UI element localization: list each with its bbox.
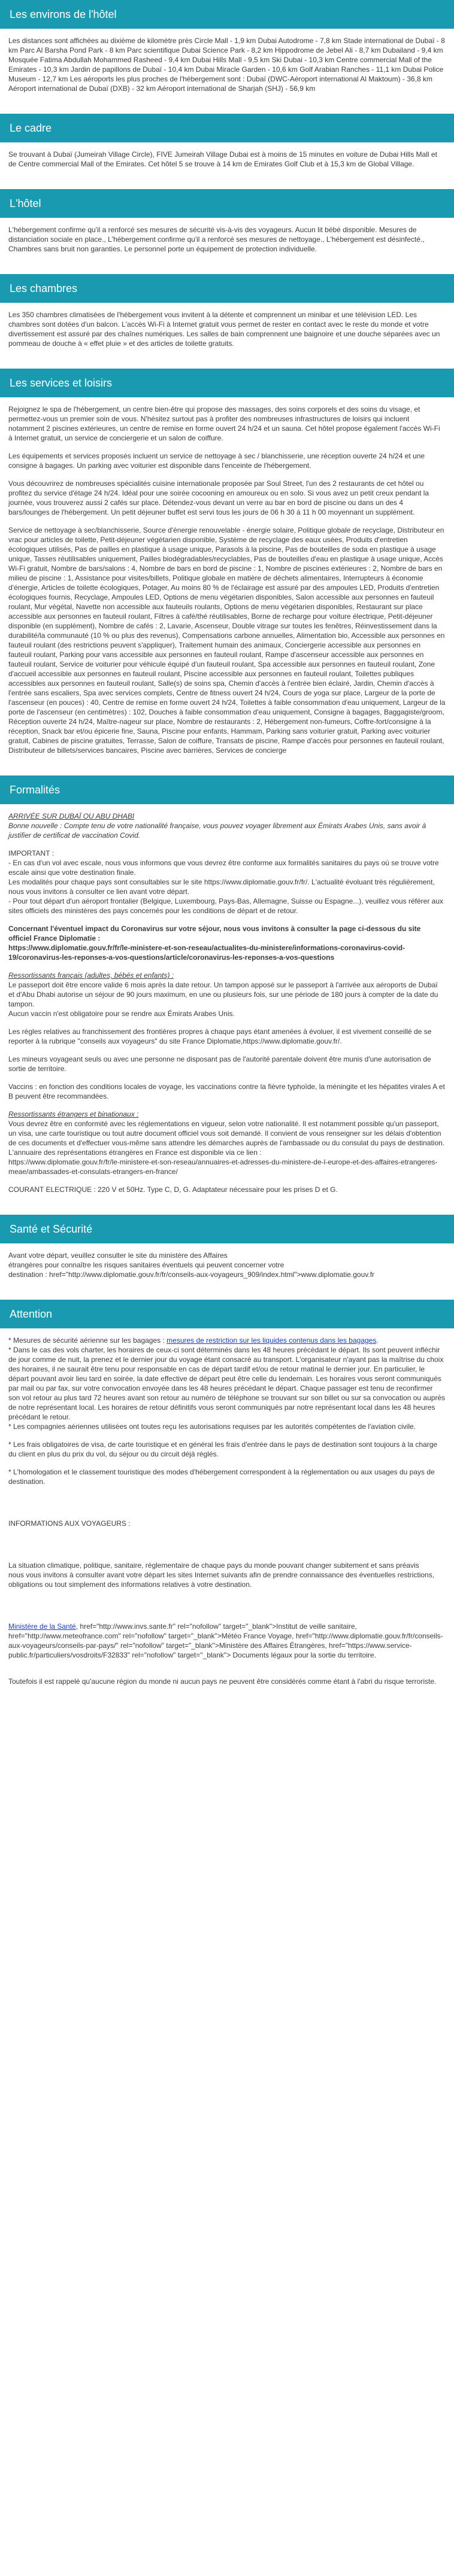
section-title-sante: Santé et Sécurité (0, 1215, 454, 1243)
services-text-3: Vous découvrirez de nombreuses spécialités cuisine internationale proposée par Soul Street, l'un des 2 restaurants de cet hôtel ou profitez du service d'étage 24 h/24. Idéal pour une soirée cocooning en amoureux ou en solo. Si vous avez un petit creux pendant la journée, vous trouverez aussi 2 cafés sur place. Détendez-vous devant un verre au bar en bord de piscine ou dans un des 4 bars/lounges de l'hébergement. Un petit déjeuner buffet est servi tous les jours de 06 h 30 à 11 h 00 moyennant un supplément. (8, 479, 431, 516)
services-text-1: Rejoignez le spa de l'hébergement, un centre bien-être qui propose des massages, des soins corporels et des soins du visage, et permettez-vous un premier soin de vous. N'hésitez surtout pas à profiter des nombreuses infrastructures de loisirs qui incluent notamment 2 piscines extérieures, un centre de remise en forme ouvert 24 h/24 et un sauna. Cet hôtel propose également l'accès Wi-Fi à Internet gratuit, un service de conciergerie et un salon de coiffure. (8, 405, 443, 442)
chambres-text: Les 350 chambres climatisées de l'hébergement vous invitent à la détente et comprennent un minibar et une télévision LED. Les chambres sont dotées d'un balcon. L'accès Wi-Fi à Internet gratuit vous permet de rester en contact avec le reste du monde et votre divertissement est assuré par des chaînes numériques. Les salles de bain comprennent une baignoire et une douche séparées avec un pommeau de douche à « effet pluie » et des articles de toilette gratuits. (8, 311, 442, 348)
section-sante (0, 1215, 454, 1300)
mineurs-text: Les mineurs voyageant seuls ou avec une personne ne disposant pas de l'autorité parentale doivent être munis d'une autorisation de sortie de territoire. (8, 1055, 434, 1073)
attention-text-7: Toutefois il est rappelé qu'aucune région du monde ni aucun pays ne peuvent être considérés comme étant à l'abri du risque terroriste. (8, 1677, 437, 1686)
vaccins-text: Vaccins : en fonction des conditions locales de voyage, les vaccinations contre la fièvre typhoïde, la méningite et les hépatites virales A et B peuvent être recommandées. (8, 1082, 447, 1100)
section-cadre (0, 114, 454, 189)
section-title-chambres: Les chambres (0, 274, 454, 303)
sante-text: Avant votre départ, veuillez consulter le site du ministère des Affaires étrangères pour connaître les risques sanitaires éventuels qui peuvent concerner votre destination : href="http://www.diplomatie.gouv.fr/fr/conseils-aux-voyageurs_909/index.html">www.diplomatie.gouv.fr (8, 1251, 375, 1279)
attention-text-6 (8, 1622, 446, 1660)
hotel-text: L'hébergement confirme qu'il a renforcé ses mesures de sécurité vis-à-vis des voyageurs. Aucun lit bébé disponible. Mesures de distanciation sociale en place., L'hébergement confirme qu'il a renforcé ses mesures de nettoyage., L'hébergement est désinfecté., Chambres sans bruit non garanties. Le personnel porte un équipement de protection individuelle. (8, 226, 426, 253)
environs-text: Les distances sont affichées au dixième de kilomètre près Circle Mall - 1,9 km Dubai Autodrome - 7,8 km Stade international de Dubaï - 8 km Parc Al Barsha Pond Park - 8 km Parc scientifique Dubai Science Park - 8,2 km Hippodrome de Jebel Ali - 8,7 km Dubailand - 9,4 km Mosquée Fatima Abdullah Mohammed Rasheed - 9,4 km Dubai Hills Mall - 9,5 km Ski Dubai - 10,3 km Centre commercial Mall of the Emirates - 10,3 km Jardin de papillons de Dubaï - 10,4 km Dubai Miracle Garden - 10,6 km Golf Arabian Ranches - 11,1 km Dubai Police Museum - 12,7 km Les aéroports les plus proches de l'hébergement sont : Dubaï (DWC-Aéroport international Al Maktoum) - 36,8 km Aéroport international de Dubaï (DXB) - 32 km Aéroport international de Sharjah (SHJ) - 56,9 km (8, 37, 447, 93)
etrangers-text: Vous devrez être en conformité avec les réglementations en vigueur, selon votre nationalité. Il est notamment possible qu'un passeport, un visa, une carte touristique ou tout autre document officiel vous soit demandé. Il convient de vous renseigner sur les délais d'obtention de ces documents et d'effectuer vous-même sans attendre les démarches auprès de l'ambassade ou du consulat du pays de destination. L'annuaire des représentations étrangères en France est disponible via ce lien : https://www.diplomatie.gouv.fr/fr/le-ministere-et-son-reseau/annuaires-et-adresses-du-ministere-de-l-europe-et-des-affaires-etrangeres-meae/ambassades-et-consulats-etrangers-en-france/ (8, 1120, 445, 1176)
cadre-text: Se trouvant à Dubaï (Jumeirah Village Circle), FIVE Jumeirah Village Dubai est à moins de 15 minutes en voiture de Dubai Hills Mall et de Centre commercial Mall of the Emirates. Cet hôtel 5 se trouve à 14 km de Emirates Golf Club et à 15,3 km de Global Village. (8, 150, 440, 168)
section-title-hotel: L'hôtel (0, 189, 454, 218)
section-title-formalites: Formalités (0, 775, 454, 804)
courant-text: COURANT ELECTRIQUE : 220 V et 50Hz. Type C, D, G. Adaptateur nécessaire pour les prises D et G. (8, 1185, 338, 1194)
regles-text: Les règles relatives au franchissement des frontières propres à chaque pays étant amenées à évoluer, il est vivement conseillé de se reporter à la rubrique "conseils aux voyageurs" du site France Diplomatie,https://www.diplomatie.gouv.fr/. (8, 1027, 434, 1045)
ressortissants-heading: Ressortissants français (adultes, bébés et enfants) : (8, 971, 174, 980)
attention-links-text: , href="http://www.invs.sante.fr" rel="nofollow" target="_blank">Institut de veille sanitaire, href="http://www.meteofrance.com" rel="nofollow" target="_blank">Météo France Voyage, href="http://www.diplomatie.gouv.fr/fr/conseils-aux-voyageurs/conseils-par-pays/" rel="nofollow" target="_blank">Ministère des Affaires Étrangères, href="https://www.service-public.fr/particuliers/vosdroits/F32833" rel="nofollow" target="_blank"> Documents légaux pour la sortie du territoire. (8, 1622, 443, 1659)
section-title-environs: Les environs de l'hôtel (0, 0, 454, 29)
section-environs (0, 0, 454, 114)
attention-text-4: INFORMATIONS AUX VOYAGEURS : (8, 1519, 131, 1528)
attention-text-5: La situation climatique, politique, sanitaire, réglementaire de chaque pays du monde pouvant changer subitement et sans préavis nous vous invitons à consulter avant votre départ les sites Internet suivants afin de prendre connaissance des éventuelles restrictions, obligations ou tout simplement des informations relatives à votre destination. (8, 1561, 435, 1589)
section-attention (0, 1300, 454, 1707)
attention-text-2: * Les frais obligatoires de visa, de carte touristique et en général les frais d'entrée dans le pays de destination sont toujours à la charge du client en plus du prix du vol, du séjour ou du circuit déjà réglés. (8, 1440, 440, 1458)
section-title-services: Les services et loisirs (0, 369, 454, 397)
attention-body: . * Dans le cas des vols charter, les horaires de ceux-ci sont déterminés dans les 48 heures précédant le départ. Ils sont peuvent infléchir de jour comme de nuit, la prenez et le dernier jour du voyage étant consacré au transport. L'organisateur n'ayant pas la maîtrise du choix des horaires, il ne saurait être tenu pour responsable en cas de départ tardif et/ou de retour matinal le dernier jour. En particulier, le départ pouvant avoir lieu tard en soirée, la date effective de départ peut être celle du lendemain. Les horaires vous seront communiqués par mail ou par fax, sur votre convocation envoyée dans les 48 heures précédant le départ. Chaque passager est tenu de reconfirmer son vol retour au plus tard 72 heures avant son retour au numéro de téléphone se trouvant sur son billet ou sur sa convocation ou auprès de notre représentant local. Les horaires de retour définitifs vous seront communiqués par notre représentant local dans les 48 heures précédant le retour. * Les compagnies aériennes utilisées ont toutes reçu les autorisations requises par les autorités compétentes de l'aviation civile. (8, 1336, 446, 1431)
sante-link[interactable]: Ministère de la Santé (8, 1622, 76, 1631)
ressortissants-text: Le passeport doit être encore valide 6 mois après la date retour. Un tampon apposé sur le passeport à l'arrivée aux aéroports de Dubaï et d'Abu Dhabi autorise un séjour de 90 jours maximum, en une ou plusieurs fois, sur une période de 180 jours à compter de la date du tampon. Aucun vaccin n'est obligatoire pour se rendre aux Émirats Arabes Unis. (8, 981, 438, 1018)
section-services (0, 369, 454, 775)
section-chambres (0, 274, 454, 369)
arrive-text: Bonne nouvelle : Compte tenu de votre nationalité française, vous pouvez voyager librement aux Émirats Arabes Unis, sans avoir à justifier de certificat de vaccination Covid. (8, 822, 428, 840)
section-hotel (0, 189, 454, 274)
services-text-4: Service de nettoyage à sec/blanchisserie, Source d'énergie renouvelable - énergie solaire, Politique globale de recyclage, Distributeur en vrac pour articles de toilette, Petit-déjeuner végétarien disponible, Système de recyclage des eaux usées, Produits d'entretien écologiques utilisés, Pas de pailles en plastique à usage unique, Parasols à la piscine, Pas de bouteilles de soda en plastique à usage unique, Tasses réutilisables uniquement, Pailles biodégradables/recyclables, Pas de bouteilles d'eau en plastique à usage unique, Accès Wi-Fi gratuit, Nombre de bars/salons : 4, Nombre de bars en bord de piscine : 1, Nombre de piscines extérieures : 2, Nombre de bars en milieu de piscine : 1, Assistance pour visites/billets, Politique globale en matière de déchets alimentaires, Interrupteurs à économie d'énergie, Articles de toilette écologiques, Potager, Au moins 80 % de l'éclairage est assuré par des ampoules LED, Produits d'entretien écologiques fournis, Recyclage, Ampoules LED, Options de menu végétarien disponibles, Salon accessible aux personnes en fauteuil roulant, Mur végétal, Navette non accessible aux fauteuils roulants, Options de menu végétarien disponibles, Restaurant sur place accessible aux personnes en fauteuil roulant, Filtres à café/thé réutilisables, Borne de recharge pour voiture électrique, Petit-déjeuner disponible (en supplément), Nombre de cafés : 2, Lavarie, Ascenseur, Double vitrage sur toutes les fenêtres, Réinvestissement dans la durabilité/la communauté (10 % ou plus des revenus), Compensations carbone annuelles, Alimentation bio, Accessible aux personnes en fauteuil roulant (des restrictions peuvent s'appliquer), Traitement humain des animaux, Conciergerie accessible aux personnes en fauteuil roulant, Parking pour vans accessible aux personnes en fauteuil roulant, Rampe d'ascenseur accessible aux personnes en fauteuil roulant, Service de voiturier pour véhicule équipé d'un fauteuil roulant, Spa accessible aux personnes en fauteuil roulant, Zone d'accueil accessible aux personnes en fauteuil roulant, Piscine accessible aux personnes en fauteuil roulant, Toilettes publiques accessibles aux personnes en fauteuil roulant, Salle(s) de soins spa, Chemin d'accès à l'entrée bien éclairé, Jardin, Chemin d'accès à l'entrée sans escaliers, Spa avec services complets, Centre de fitness ouvert 24 h/24, Cours de yoga sur place, Largeur de la porte de l'ascenseur (en pouces) : 40, Centre de remise en forme ouvert 24 h/24, Toilettes à faible consommation d'eau uniquement, Largeur de la porte de l'ascenseur (en centimètres) : 102, Douches à faible consommation d'eau uniquement, Consigne à bagages, Baggagiste/groom, Réception ouverte 24 h/24, Maître-nageur sur place, Nombre de restaurants : 2, Hébergement non-fumeurs, Coffre-fort/consigne à la réception, Snack bar et/ou épicerie fine, Sauna, Piscine pour enfants, Hammam, Parking sans voiturier gratuit, Parking avec voiturier gratuit, Cabines de piscine gratuites, Terrasse, Salon de coiffure, Transats de piscine, Rampe d'accès pour personnes en fauteuil roulant, Distributeur de billets/services bancaires, Piscine avec barrières, Services de concierge (8, 526, 447, 755)
attention-prefix: * Mesures de sécurité aérienne sur les bagages : (8, 1336, 167, 1345)
etrangers-heading: Ressortissants étrangers et binationaux : (8, 1110, 139, 1118)
attention-text-3: * L'homologation et le classement touristique des modes d'hébergement correspondent à la réglementation ou aux usages du pays de destination. (8, 1468, 437, 1486)
section-formalites (0, 775, 454, 1215)
section-title-attention: Attention (0, 1300, 454, 1328)
arrive-heading: ARRIVÉE SUR DUBAÏ OU ABU DHABI (8, 812, 135, 820)
concernant-text: Concernant l'éventuel impact du Coronavirus sur votre séjour, nous vous invitons à consulter la page ci-dessous du site officiel France Diplomatie : https://www.diplomatie.gouv.fr/fr/le-ministere-et-son-reseau/actualites-du-ministere/informations-coronavirus-covid-19/coronavirus-les-reponses-a-vos-questions/article/coronavirus-les-reponses-a-vos-questions (8, 924, 421, 962)
important-text: - En cas d'un vol avec escale, nous vous informons que vous devrez être conforme aux formalités sanitaires du pays où se trouve votre escale ainsi que votre destination finale. Les modalités pour chaque pays sont consultables sur le site https://www.diplomatie.gouv.fr/fr/. L'actualité évoluant très régulièrement, nous vous invitons à consulter ce lien avant votre départ. - Pour tout départ d'un aéroport frontalier (Belgique, Luxembourg, Pays-Bas, Allemagne, Suisse ou Espagne...), veuillez vous référer aux sites officiels des ministères des pays concernés pour les conditions de départ et de retour. (8, 859, 444, 915)
section-title-cadre: Le cadre (0, 114, 454, 142)
services-text-2: Les équipements et services proposés incluent un service de nettoyage à sec / blanchisserie, une réception ouverte 24 h/24 et une consigne à bagages. Un parking avec voiturier est disponible dans l'enceinte de l'hébergement. (8, 452, 427, 470)
attention-text-1 (8, 1336, 446, 1431)
important-heading: IMPORTANT : (8, 849, 55, 857)
liquides-link[interactable]: mesures de restriction sur les liquides contenus dans les bagages (167, 1336, 377, 1345)
